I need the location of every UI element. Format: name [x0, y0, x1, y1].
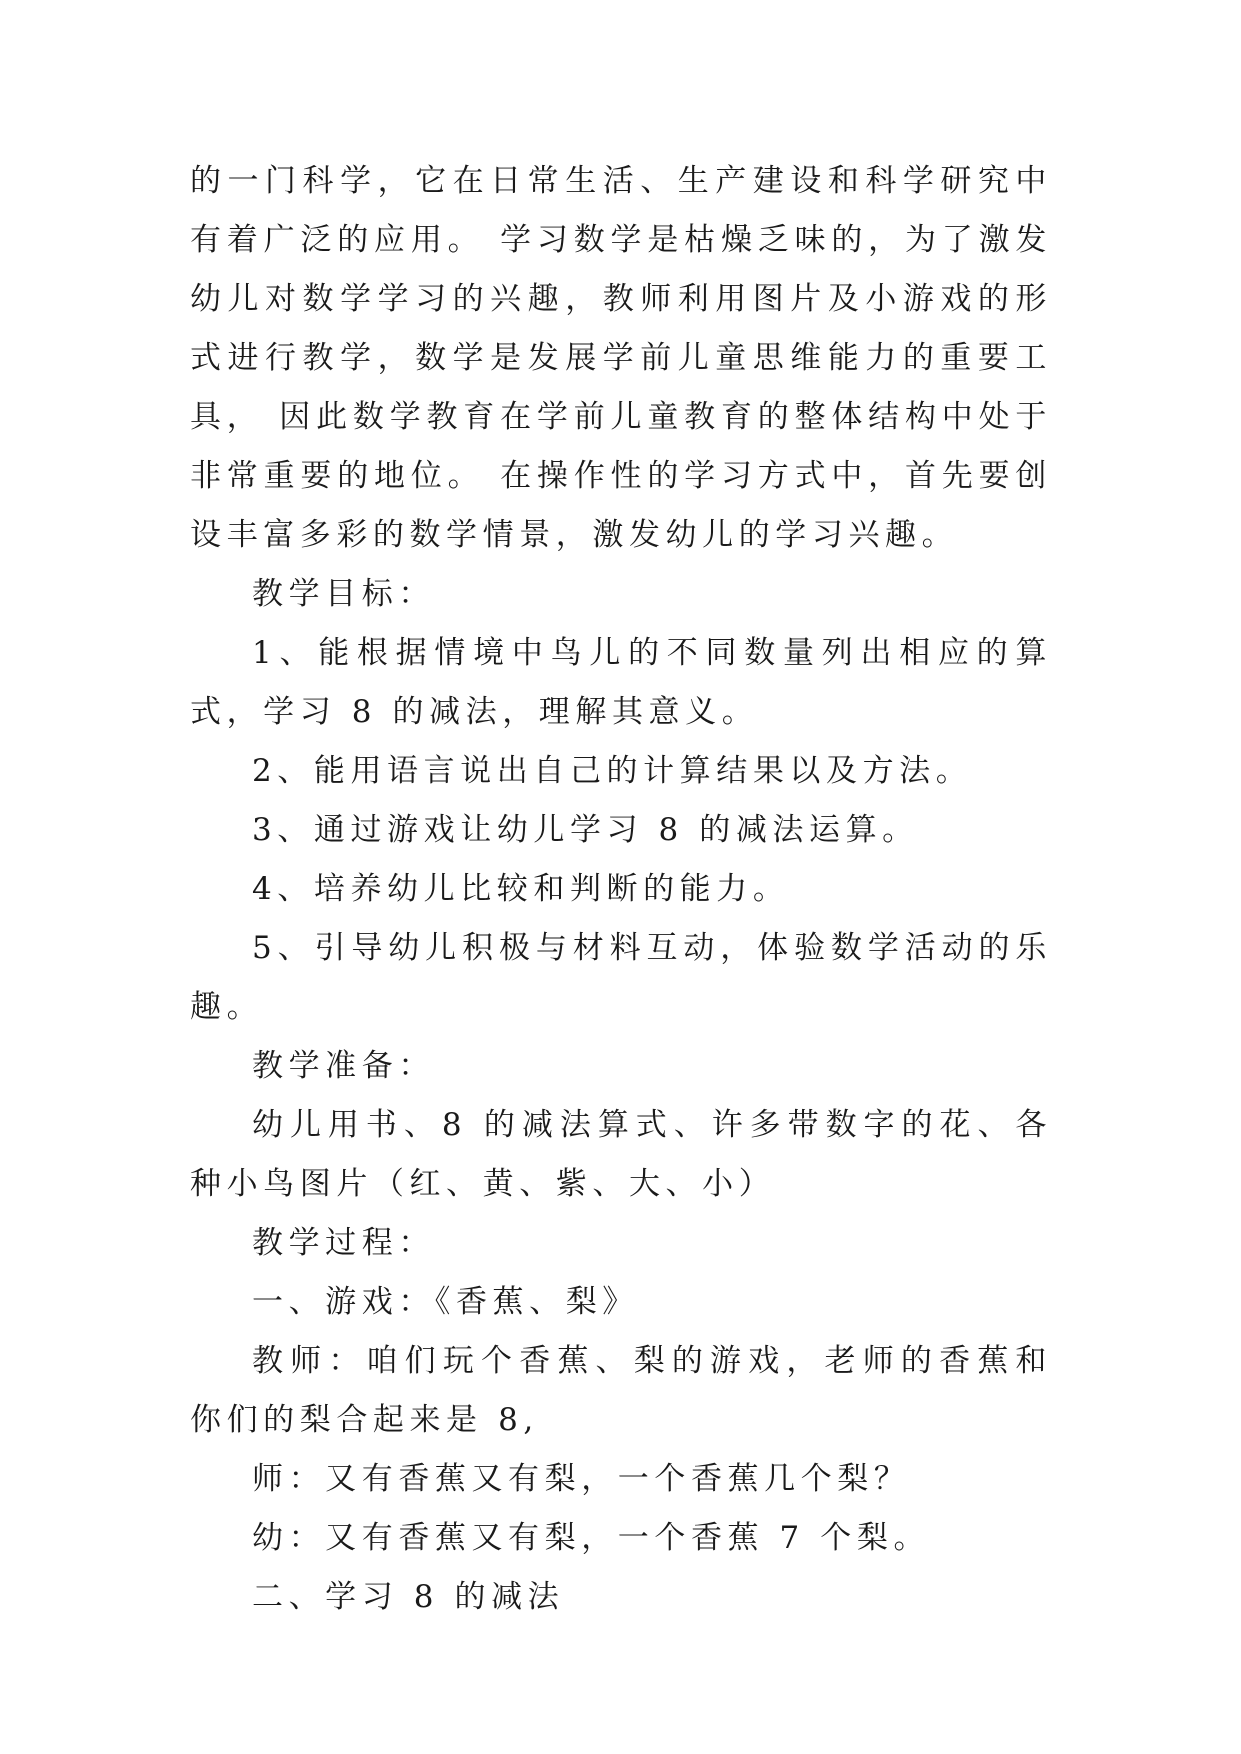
process-step-1-title: 一、游戏：《香蕉、梨》 [252, 1284, 639, 1320]
heading-teaching-process: 教学过程： [252, 1225, 435, 1261]
goal-item-5: 5、引导幼儿积极与材料互动，体验数学活动的乐趣。 [190, 930, 1052, 1025]
teacher-instruction: 教师：咱们玩个香蕉、梨的游戏，老师的香蕉和你们的梨合起来是 8, [190, 1343, 1052, 1438]
goal-item-2: 2、能用语言说出自己的计算结果以及方法。 [252, 753, 973, 789]
goal-item-4: 4、培养幼儿比较和判断的能力。 [252, 871, 790, 907]
child-line: 幼：又有香蕉又有梨，一个香蕉 7 个梨。 [252, 1520, 931, 1556]
preparation-text: 幼儿用书、8 的减法算式、许多带数字的花、各种小鸟图片（红、黄、紫、大、小） [190, 1107, 1052, 1202]
heading-teaching-preparation: 教学准备： [252, 1048, 435, 1084]
paragraph-intro: 的一门科学，它在日常生活、生产建设和科学研究中有着广泛的应用。 学习数学是枯燥乏味的，为了激发幼儿对数学学习的兴趣，教师利用图片及小游戏的形式进行教学，数学是发展学前儿童思维能力的重要工具， 因此数学教育在学前儿童教育的整体结构中处于非常重要的地位。 在操作性的学习方式中，首先要创设丰富多彩的数学情景，激发幼儿的学习兴趣。 [190, 163, 1052, 553]
document-body [190, 152, 1052, 1627]
goal-item-3: 3、通过游戏让幼儿学习 8 的减法运算。 [252, 812, 919, 848]
process-step-2-title: 二、学习 8 的减法 [252, 1579, 565, 1615]
goal-item-1: 1、能根据情境中鸟儿的不同数量列出相应的算式，学习 8 的减法，理解其意义。 [190, 635, 1052, 730]
heading-teaching-goals: 教学目标： [252, 576, 435, 612]
teacher-line: 师：又有香蕉又有梨，一个香蕉几个梨？ [252, 1461, 911, 1497]
